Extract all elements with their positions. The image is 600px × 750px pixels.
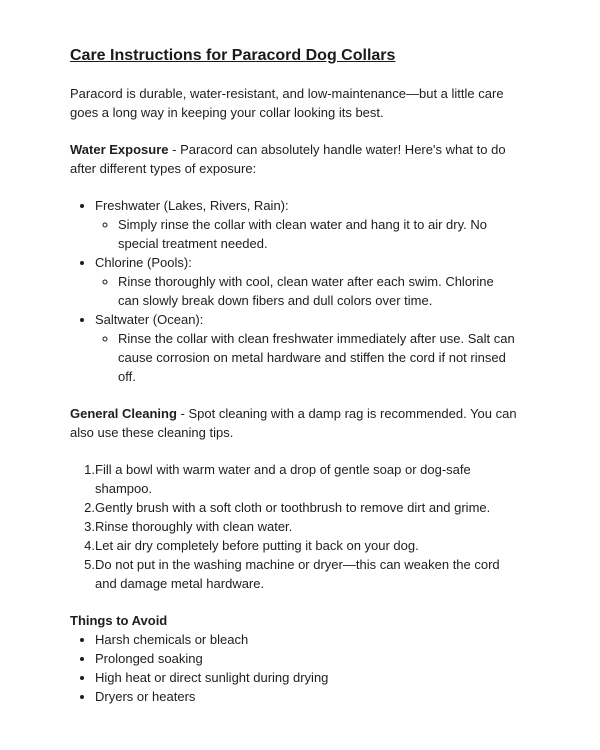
cleaning-step: Fill a bowl with warm water and a drop of gentle soap or dog-safe shampoo.	[95, 462, 471, 496]
page-title: Care Instructions for Paracord Dog Collars	[70, 47, 396, 64]
intro-paragraph: Paracord is durable, water-resistant, and low-maintenance—but a little care goes a long way in keeping your collar looking its best.	[70, 86, 504, 120]
freshwater-sub-list	[95, 215, 518, 253]
things-to-avoid-list	[70, 630, 518, 706]
avoid-item: • Harsh chemicals or bleach	[95, 630, 518, 649]
list-item-label: Freshwater (Lakes, Rivers, Rain):	[95, 198, 289, 213]
chlorine-sub-list	[95, 272, 518, 310]
avoid-item: • Dryers or heaters	[95, 687, 518, 706]
list-item-label: Chlorine (Pools):	[95, 255, 192, 270]
list-item-detail: ◦ Simply rinse the collar with clean water and hang it to air dry. No special treatment needed.	[118, 215, 518, 253]
general-cleaning-paragraph	[70, 404, 518, 442]
list-item-saltwater	[95, 310, 518, 386]
saltwater-sub-list	[95, 329, 518, 386]
avoid-item: • High heat or direct sunlight during drying	[95, 668, 518, 687]
water-exposure-paragraph	[70, 140, 518, 178]
list-item-detail: ◦ Rinse the collar with clean freshwater immediately after use. Salt can cause corrosion on metal hardware and stiffen the cord if not rinsed off.	[118, 329, 518, 386]
cleaning-step: Rinse thoroughly with clean water.	[95, 519, 293, 534]
water-exposure-lead: - Paracord can absolutely handle water! Here's what to do after different types of exposure:	[70, 142, 506, 176]
water-exposure-heading: Water Exposure	[70, 142, 169, 157]
cleaning-step: Gently brush with a soft cloth or toothbrush to remove dirt and grime.	[95, 500, 491, 515]
cleaning-steps-list	[70, 460, 518, 593]
list-item-freshwater	[95, 196, 518, 253]
cleaning-step: Do not put in the washing machine or dryer—this can weaken the cord and damage metal hardware.	[95, 557, 500, 591]
general-cleaning-heading: General Cleaning	[70, 406, 177, 421]
water-exposure-list	[70, 196, 518, 386]
cleaning-step: Let air dry completely before putting it back on your dog.	[95, 538, 419, 553]
avoid-item: • Prolonged soaking	[95, 649, 518, 668]
list-item-chlorine	[95, 253, 518, 310]
general-cleaning-lead: - Spot cleaning with a damp rag is recommended. You can also use these cleaning tips.	[70, 406, 517, 440]
list-item-detail: ◦ Rinse thoroughly with cool, clean water after each swim. Chlorine can slowly break down fibers and dull colors over time.	[118, 272, 518, 310]
list-item-label: Saltwater (Ocean):	[95, 312, 204, 327]
things-to-avoid-heading: Things to Avoid	[70, 613, 168, 628]
